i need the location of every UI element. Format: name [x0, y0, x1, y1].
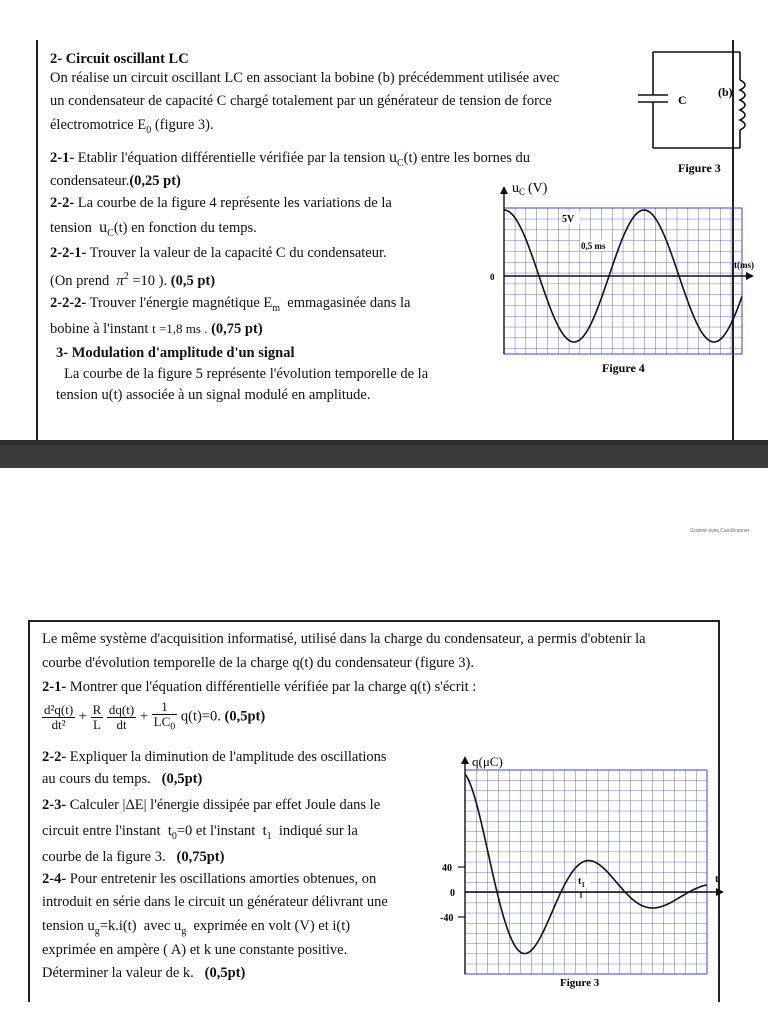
section3-title: 3- Modulation d'amplitude d'un signal [56, 345, 295, 361]
figure4-xlabel: t(ms) [734, 260, 754, 270]
p2-question-2-2: 2-2- Expliquer la diminution de l'amplitude des oscillations [42, 749, 387, 765]
p2-question-2-3-line2: circuit entre l'instant $t_0=0$ et l'instant $t_1$ indiqué sur la [42, 823, 358, 842]
question-2-2-1: 2-2-1- Trouver la valeur de la capacité C du condensateur. [50, 245, 387, 261]
p2-intro-line-1: Le même système d'acquisition informatisé, utilisé dans la charge du condensateur, a permis d'obtenir la [42, 631, 646, 647]
scanner-watermark: Scanné avec CamScanner [690, 528, 750, 534]
section3-line-2: tension u(t) associée à un signal modulé en amplitude. [56, 387, 371, 403]
figure3b-tick-zero: 0 [450, 888, 455, 899]
capacitor-label: C [678, 93, 687, 107]
p2-question-2-1: 2-1- Montrer que l'équation différentielle vérifiée par la charge q(t) s'écrit : [42, 679, 477, 695]
figure3b-t1-label: $t_1$ [578, 876, 585, 889]
p2-question-2-3: 2-3- Calculer |ΔE| l'énergie dissipée par effet Joule dans le [42, 797, 381, 813]
question-2-2-2: 2-2-2- Trouver l'énergie magnétique $E_m$ emmagasinée dans la [50, 295, 411, 314]
question-2-2-1-line2: (On prend $\pi^2 =10$ ). (0,5 pt) [50, 271, 216, 289]
p2-question-2-2-line2: au cours du temps. (0,5pt) [42, 771, 203, 787]
exam-page-1 [0, 0, 768, 468]
figure4-scale-t: 0,5 ms [581, 241, 606, 251]
figure4-scale-v: 5V [562, 214, 575, 225]
p2-differential-equation: $\frac{\text{d²q(t)}}{\text{dt²}}$ + $\frac{R}{L}$ $\frac{dq(t)}{dt}$ + $\frac{1}{LC_0}$ q(t)=0. (0,5pt) [44, 699, 266, 733]
figure3b-caption: Figure 3 [560, 977, 600, 989]
figure3b-ylabel: q(μC) [472, 754, 503, 769]
figure4-ylabel: $u_C$ (V) [512, 181, 548, 197]
page-separator-band-inner [0, 445, 768, 468]
p2-question-2-4-line5: Déterminer la valeur de k. (0,5pt) [42, 965, 246, 981]
p2-question-2-4: 2-4- Pour entretenir les oscillations amorties obtenues, on [42, 871, 377, 887]
intro-line-3: électromotrice $E_0$ (figure 3). [50, 117, 214, 136]
intro-line-1: On réalise un circuit oscillant LC en associant la bobine (b) précédemment utilisée avec [50, 70, 560, 86]
p2-intro-line-2: courbe d'évolution temporelle de la charge q(t) du condensateur (figure 3). [42, 655, 474, 671]
figure3-damped-graph [440, 750, 740, 990]
section3-line-1: La courbe de la figure 5 représente l'évolution temporelle de la [64, 366, 429, 382]
p2-question-2-3-line3: courbe de la figure 3. (0,75pt) [42, 849, 225, 865]
p2-question-2-4-line4: exprimée en ampère ( A) et k une constante positive. [42, 942, 348, 958]
figure3-caption: Figure 3 [678, 161, 721, 175]
question-2-2: 2-2- La courbe de la figure 4 représente les variations de la [50, 195, 392, 211]
question-2-2-2-line2: bobine à l'instant t =1,8 ms . (0,75 pt) [50, 321, 263, 337]
question-2-1-line2: condensateur.(0,25 pt) [50, 173, 181, 189]
figure4-graph [484, 178, 768, 378]
figure3b-xlabel: t [715, 873, 719, 885]
figure4-origin: 0 [490, 272, 495, 282]
p2-question-2-4-line3: tension $u_g=k.i(t)$ avec $u_g$ exprimée en volt (V) et i(t) [42, 918, 351, 937]
coil-label: (b) [718, 85, 733, 99]
exam-page-2 [0, 610, 768, 1024]
question-2-2-line2: tension $u_C(t)$ en fonction du temps. [50, 219, 257, 239]
figure3b-tick-pos: 40 [442, 863, 452, 874]
figure4-caption: Figure 4 [602, 361, 645, 375]
intro-line-2: un condensateur de capacité C chargé totalement par un générateur de tension de force [50, 93, 552, 109]
question-2-1: 2-1- Etablir l'équation différentielle vérifiée par la tension $u_C(t)$ entre les bornes du [50, 149, 531, 169]
section2-title: 2- Circuit oscillant LC [50, 51, 189, 67]
p2-question-2-4-line2: introduit en série dans le circuit un générateur délivrant une [42, 894, 388, 910]
lc-circuit-figure [628, 50, 758, 180]
figure3b-tick-neg: -40 [440, 913, 454, 924]
